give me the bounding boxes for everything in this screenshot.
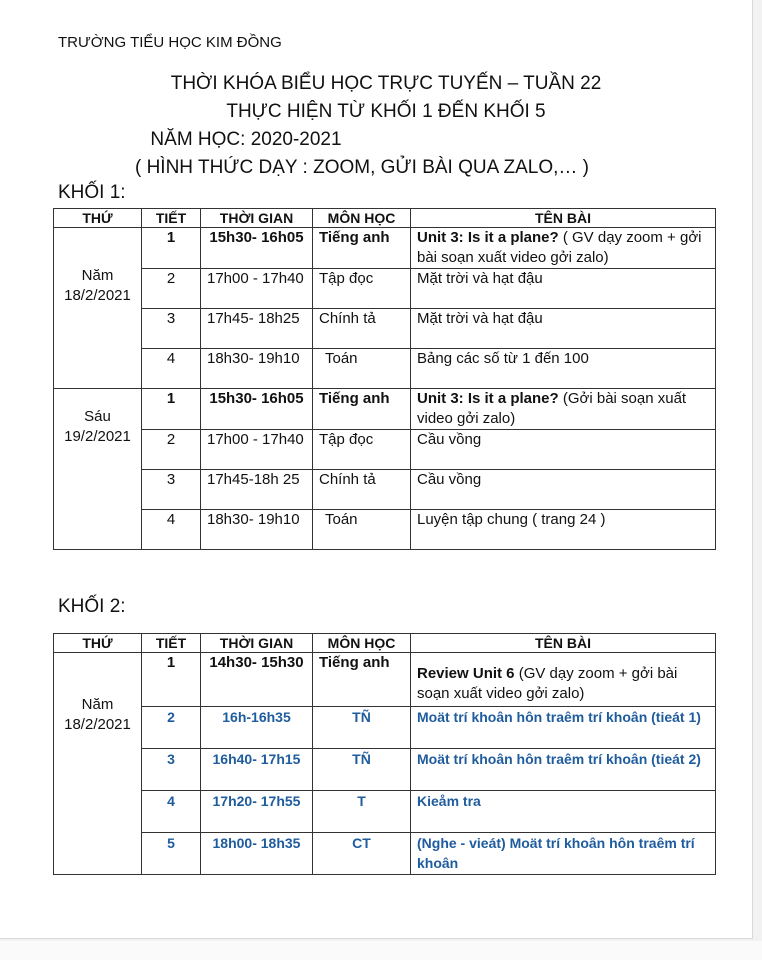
period-cell: 1 (142, 228, 201, 269)
time-cell: 17h45-18h 25 (201, 470, 313, 510)
lesson-cell (411, 389, 716, 430)
time-cell: 18h00- 18h35 (201, 833, 313, 875)
lesson-cell: Moät trí khoân hôn traêm trí khoân (tieát 1) (411, 707, 716, 749)
period-cell: 2 (142, 269, 201, 309)
table-row (54, 389, 716, 430)
table-row (54, 430, 716, 470)
table-row (54, 791, 716, 833)
school-name: TRƯỜNG TIỂU HỌC KIM ĐỒNG (58, 34, 282, 51)
period-cell: 2 (142, 707, 201, 749)
lesson-cell: Cầu vồng (411, 470, 716, 510)
subject-cell: Tiếng anh (313, 653, 411, 707)
school-year: NĂM HỌC: 2020-2021 (150, 129, 342, 150)
subject-cell: Tiếng anh (313, 389, 411, 430)
period-cell: 1 (142, 389, 201, 430)
lesson-note: (Gởi bài soạn xuất video gởi zalo) (417, 390, 687, 427)
table-row (54, 510, 716, 550)
header-subject: MÔN HỌC (313, 634, 411, 653)
next-page-edge (0, 941, 762, 960)
time-cell: 17h00 - 17h40 (201, 430, 313, 470)
time-cell: 17h20- 17h55 (201, 791, 313, 833)
header-lesson: TÊN BÀI (411, 209, 716, 228)
period-cell: 3 (142, 470, 201, 510)
lesson-cell: Cầu vồng (411, 430, 716, 470)
day-cell (54, 228, 142, 389)
period-cell: 4 (142, 791, 201, 833)
header-subject: MÔN HỌC (313, 209, 411, 228)
period-cell: 4 (142, 510, 201, 550)
period-cell: 3 (142, 309, 201, 349)
lesson-cell: Bảng các số từ 1 đến 100 (411, 349, 716, 389)
document-subtitle: THỰC HIỆN TỪ KHỐI 1 ĐẾN KHỐI 5 (226, 101, 546, 122)
lesson-title: Unit 3: Is it a plane? (417, 229, 559, 246)
subject-cell: Tập đọc (313, 269, 411, 309)
lesson-cell: (Nghe - vieát) Moät trí khoân hôn traêm trí khoân (411, 833, 716, 875)
period-cell: 3 (142, 749, 201, 791)
day-date: 18/2/2021 (64, 716, 131, 733)
table-header-row (54, 634, 716, 653)
time-cell: 15h30- 16h05 (201, 228, 313, 269)
time-cell: 17h00 - 17h40 (201, 269, 313, 309)
lesson-cell: Kieåm tra (411, 791, 716, 833)
header-lesson: TÊN BÀI (411, 634, 716, 653)
day-name: Năm (81, 696, 114, 713)
subject-cell: Toán (313, 349, 411, 389)
grade2-timetable (53, 633, 716, 875)
subject-cell: CT (313, 833, 411, 875)
day-cell (54, 389, 142, 550)
subject-cell: Chính tả (313, 309, 411, 349)
day-name: Sáu (84, 408, 111, 425)
time-cell: 15h30- 16h05 (201, 389, 313, 430)
lesson-cell: Mặt trời và hạt đậu (411, 269, 716, 309)
grade1-heading: KHỐI 1: (58, 182, 126, 203)
lesson-cell: Mặt trời và hạt đậu (411, 309, 716, 349)
lesson-cell: Luyện tập chung ( trang 24 ) (411, 510, 716, 550)
table-row (54, 707, 716, 749)
lesson-title: Unit 3: Is it a plane? (417, 390, 559, 407)
period-cell: 5 (142, 833, 201, 875)
lesson-note: ( GV dạy zoom + gởi bài soạn xuất video gởi zalo) (417, 229, 702, 266)
grade2-heading: KHỐI 2: (58, 596, 126, 617)
table-row (54, 749, 716, 791)
time-cell: 17h45- 18h25 (201, 309, 313, 349)
time-cell: 14h30- 15h30 (201, 653, 313, 707)
header-period: TIẾT (142, 209, 201, 228)
header-time: THỜI GIAN (201, 634, 313, 653)
subject-cell: Tập đọc (313, 430, 411, 470)
period-cell: 4 (142, 349, 201, 389)
day-cell (54, 653, 142, 875)
table-row (54, 269, 716, 309)
subject-cell: T (313, 791, 411, 833)
grade1-timetable (53, 208, 716, 550)
time-cell: 18h30- 19h10 (201, 510, 313, 550)
period-cell: 1 (142, 653, 201, 707)
subject-cell: Toán (313, 510, 411, 550)
table-row (54, 470, 716, 510)
lesson-title: Review Unit 6 (417, 665, 515, 682)
day-name: Năm (81, 267, 114, 284)
table-row (54, 653, 716, 707)
lesson-cell (411, 228, 716, 269)
time-cell: 18h30- 19h10 (201, 349, 313, 389)
header-day: THỨ (54, 209, 142, 228)
document-title: THỜI KHÓA BIỂU HỌC TRỰC TUYẾN – TUẦN 22 (170, 73, 602, 94)
header-day: THỨ (54, 634, 142, 653)
time-cell: 16h40- 17h15 (201, 749, 313, 791)
subject-cell: Tiếng anh (313, 228, 411, 269)
period-cell: 2 (142, 430, 201, 470)
table-row (54, 349, 716, 389)
day-date: 19/2/2021 (64, 428, 131, 445)
table-row (54, 309, 716, 349)
subject-cell: TÑ (313, 707, 411, 749)
table-row (54, 833, 716, 875)
header-period: TIẾT (142, 634, 201, 653)
teaching-method: ( HÌNH THỨC DẠY : ZOOM, GỬI BÀI QUA ZALO,… ) (134, 157, 590, 178)
subject-cell: Chính tả (313, 470, 411, 510)
day-date: 18/2/2021 (64, 287, 131, 304)
table-header-row (54, 209, 716, 228)
time-cell: 16h-16h35 (201, 707, 313, 749)
lesson-cell (411, 653, 716, 707)
lesson-cell: Moät trí khoân hôn traêm trí khoân (tieát 2) (411, 749, 716, 791)
subject-cell: TÑ (313, 749, 411, 791)
table-row (54, 228, 716, 269)
lesson-note: (GV dạy zoom + gởi bài soạn xuất video gởi zalo) (417, 665, 678, 702)
header-time: THỜI GIAN (201, 209, 313, 228)
